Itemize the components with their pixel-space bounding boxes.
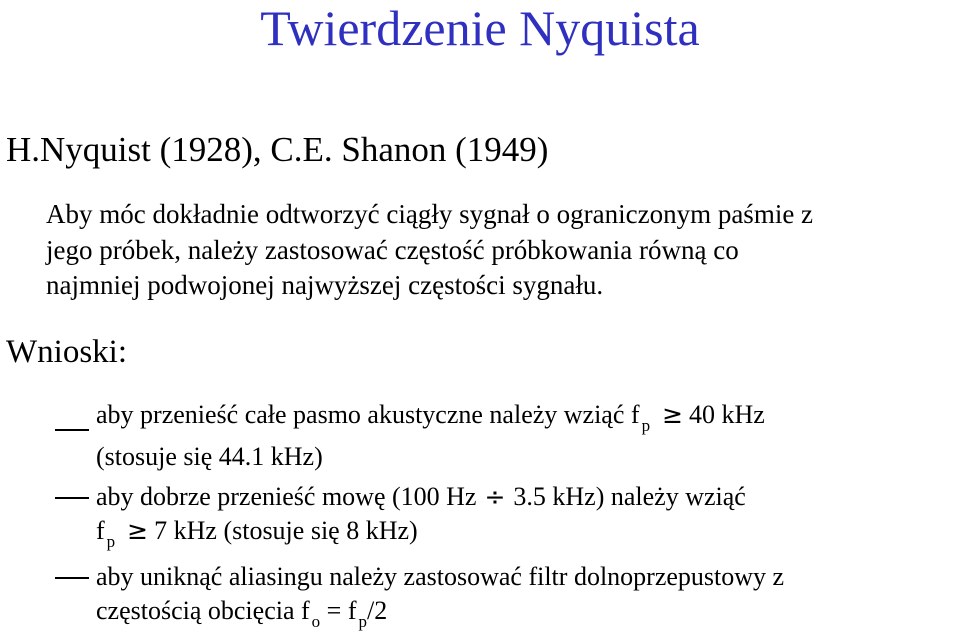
theorem-statement [46,197,958,304]
bullet-dash [55,497,89,499]
theorem-line: najmniej podwojonej najwyższej częstości sygnału. [46,270,604,300]
greater-equal-symbol: ≥ [662,400,684,429]
bullet-1-line-1 [96,399,765,434]
bullet-2-text: aby dobrze przenieść mowę (100 Hz [96,482,477,511]
subscript-o: o [311,612,321,631]
conclusions-label: Wnioski: [6,334,127,370]
greater-equal-symbol: ≥ [127,516,149,545]
bullet-3-line-2 [96,595,387,630]
slide-title: Twierdzenie Nyquista [260,0,700,56]
division-symbol: ÷ [484,482,506,511]
bullet-dash [55,429,89,431]
bullet-2-value: 7 kHz (stosuje się 8 kHz) [154,516,418,545]
bullet-2-text-end: 3.5 kHz) należy wziąć [513,482,746,511]
bullet-1-text: aby przenieść całe pasmo akustyczne należy wziąć f [96,400,640,429]
theorem-line: jego próbek, należy zastosować częstość próbkowania równą co [46,234,739,265]
bullet-3-text: częstością obcięcia f [96,596,310,625]
subscript-p: p [106,532,116,551]
bullet-dash [55,577,89,579]
authors-line: H.Nyquist (1928), C.E. Shanon (1949) [6,130,549,169]
equals-f: = f [320,596,357,625]
theorem-line: Aby móc dokładnie odtworzyć ciągły sygnał o ograniczonym paśmie z [46,199,814,229]
subscript-p: p [358,612,367,631]
bullet-1-value: 40 kHz [689,400,765,429]
divide-by-two: /2 [366,596,388,625]
bullet-3-line-1: aby uniknąć aliasingu należy zastosować filtr dolnoprzepustowy z [96,562,785,591]
frequency-symbol: f [96,516,105,545]
bullet-1-line-2: (stosuje się 44.1 kHz) [96,442,323,471]
subscript-p: p [641,416,651,435]
bullet-2-line-1 [96,481,746,513]
bullet-2-line-2 [96,515,418,550]
